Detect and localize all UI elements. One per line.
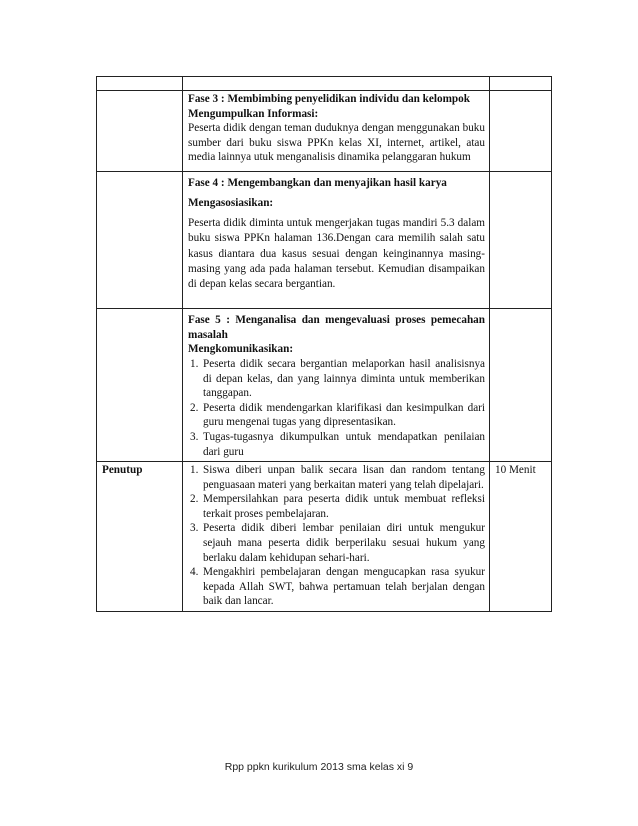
phase-3-cell	[183, 91, 490, 172]
phase-3-subtitle: Mengumpulkan Informasi:	[188, 107, 319, 120]
penutup-time: 10 Menit	[490, 462, 552, 612]
list-item	[188, 565, 485, 609]
phase-5-title: Fase 5 : Menganalisa dan mengevaluasi proses pemecahan masalah	[188, 314, 485, 341]
empty-cell	[490, 91, 552, 172]
phase-5-subtitle: Mengkomunikasikan:	[188, 343, 294, 356]
phase-3-body: Peserta didik dengan teman duduknya dengan menggunakan buku sumber dari buku siswa PPKn kelas XI, internet, artikel, atau media lainnya utuk menganalisis dinamika pelanggaran hukum	[188, 122, 485, 164]
list-number: 2.	[190, 493, 199, 506]
list-item-text: Peserta didik secara bergantian melaporkan hasil analisisnya di depan kelas, dan yang lainnya diminta untuk memberikan tanggapan.	[203, 357, 485, 400]
empty-cell	[97, 77, 183, 91]
table-row-phase-4	[97, 171, 552, 308]
list-item-text: Mengakhiri pembelajaran dengan mengucapkan rasa syukur kepada Allah SWT, bahwa pertamuan telah berjalan dengan baik dan lancar.	[203, 566, 485, 608]
phase-4-cell	[183, 171, 490, 308]
penutup-cell	[183, 462, 490, 612]
empty-cell	[97, 91, 183, 172]
list-item	[188, 463, 485, 492]
penutup-list	[188, 463, 485, 609]
table-row-phase-3	[97, 91, 552, 172]
phase-4-body: Peserta didik diminta untuk mengerjakan tugas mandiri 5.3 dalam buku siswa PPKn halaman 136.Dengan cara memilih salah satu kasus diantara dua kasus sesuai dengan keinginannya masing-masing yang ada pada halaman tersebut. Kemudian disampaikan di depan kelas secara bergantian.	[188, 217, 485, 290]
list-item-text: Peserta didik diberi lembar penilaian diri untuk mengukur sejauh mana peserta didik berperilaku sesuai hukum yang berlaku dalam kehidupan sehari-hari.	[203, 522, 485, 564]
list-number: 2.	[190, 401, 199, 414]
list-item	[188, 357, 485, 401]
phase-4-subtitle: Mengasosiasikan:	[188, 196, 274, 209]
phase-4-title: Fase 4 : Mengembangkan dan menyajikan hasil karya	[188, 176, 447, 189]
list-number: 1.	[190, 357, 199, 370]
table-row-phase-5	[97, 309, 552, 462]
list-number: 3.	[190, 430, 199, 443]
phase-3-title: Fase 3 : Membimbing penyelidikan individu dan kelompok	[188, 93, 470, 105]
phase-5-list	[188, 357, 485, 459]
empty-cell	[97, 171, 183, 308]
list-number: 1.	[190, 464, 199, 477]
empty-cell	[490, 171, 552, 308]
list-number: 3.	[190, 522, 199, 535]
phase-5-cell	[183, 309, 490, 462]
empty-cell	[490, 309, 552, 462]
empty-cell	[183, 77, 490, 91]
list-item	[188, 492, 485, 521]
empty-cell	[490, 77, 552, 91]
list-item-text: Siswa diberi unpan balik secara lisan dan random tentang penguasaan materi yang berkaitan materi yang telah dipelajari.	[203, 464, 485, 491]
empty-cell	[97, 309, 183, 462]
list-item-text: Tugas-tugasnya dikumpulkan untuk mendapatkan penilaian dari guru	[203, 430, 485, 458]
table-header-row	[97, 77, 552, 91]
list-number: 4.	[190, 566, 199, 579]
table-row-penutup	[97, 462, 552, 612]
list-item	[188, 401, 485, 430]
list-item	[188, 430, 485, 459]
penutup-label: Penutup	[97, 462, 183, 612]
page-footer: Rpp ppkn kurikulum 2013 sma kelas xi 9	[224, 761, 414, 773]
list-item-text: Mempersilahkan para peserta didik untuk membuat refleksi terkait proses pembelajaran.	[203, 493, 485, 520]
list-item-text: Peserta didik mendengarkan klarifikasi dan kesimpulkan dari guru mengenai tugas yang dipresentasikan.	[203, 401, 485, 429]
lesson-plan-table	[96, 76, 552, 612]
list-item	[188, 521, 485, 565]
